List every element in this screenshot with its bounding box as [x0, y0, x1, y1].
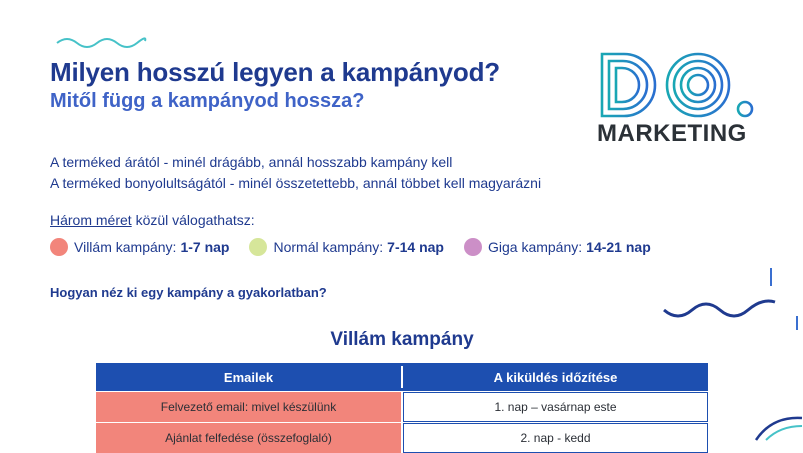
dot-icon: [249, 238, 267, 256]
table-row: [96, 423, 708, 453]
logo-wordmark: MARKETING: [597, 120, 747, 147]
table-row: [96, 392, 708, 422]
email-cell: Felvezető email: mivel készülünk: [96, 392, 401, 422]
table-header: [96, 363, 708, 391]
wave-decoration-icon: [662, 296, 777, 324]
header-timing: A kiküldés időzítése: [493, 369, 618, 385]
page-title: Milyen hosszú legyen a kampányod?: [50, 57, 500, 87]
dot-icon: [464, 238, 482, 256]
timing-cell: 1. nap – vasárnap este: [403, 392, 708, 422]
size-item-giga: [464, 238, 651, 256]
table-title: Villám kampány: [330, 329, 474, 350]
decoration-line: [770, 268, 772, 286]
header-emails: Emailek: [223, 369, 274, 385]
do-logo-mark-icon: [598, 50, 756, 120]
dot-icon: [50, 238, 68, 256]
decoration-line: [796, 316, 798, 330]
practice-question: Hogyan néz ki egy kampány a gyakorlatban?: [50, 285, 327, 300]
size-choice-highlight: Három méret: [50, 212, 132, 228]
size-label: Giga kampány:: [487, 239, 583, 255]
size-choice-intro: [50, 212, 255, 228]
wave-decoration-icon: [55, 35, 147, 49]
size-item-villam: [50, 238, 229, 256]
intro-line-complexity: A terméked bonyolultságától - minél összetettebb, annál többet kell magyarázni: [50, 175, 542, 191]
campaign-size-list: [50, 236, 671, 258]
page-subtitle: Mitől függ a kampányod hossza?: [50, 90, 365, 112]
timing-cell: 2. nap - kedd: [403, 423, 708, 453]
size-value: 1-7 nap: [180, 239, 230, 255]
size-value: 14-21 nap: [586, 239, 651, 255]
size-choice-rest: közül válogathatsz:: [131, 212, 255, 228]
corner-decoration-icon: [752, 412, 803, 442]
do-marketing-logo: [596, 50, 758, 146]
size-label: Villám kampány:: [74, 239, 177, 255]
size-value: 7-14 nap: [387, 239, 444, 255]
email-cell: Ajánlat felfedése (összefoglaló): [96, 423, 401, 453]
size-item-normal: [249, 238, 444, 256]
intro-line-price: A terméked árától - minél drágább, annál hosszabb kampány kell: [50, 154, 453, 170]
size-label: Normál kampány:: [273, 239, 384, 255]
